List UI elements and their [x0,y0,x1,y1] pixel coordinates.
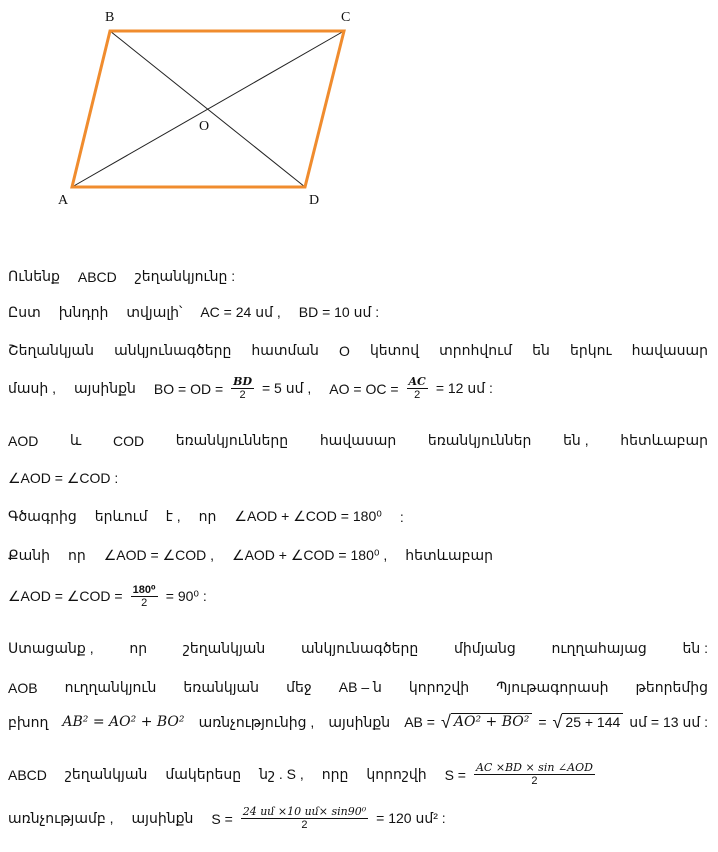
text-line-4 [8,376,708,401]
word: Ունենք [8,268,60,284]
denominator: 2 [301,819,308,832]
text-line-11 [8,679,708,696]
point-label-d: D [309,193,320,208]
radicand: AO² + BO² [451,713,532,731]
word: շեղանկյան [182,640,266,656]
expr-text: ∠AOD = ∠COD = [8,588,123,605]
word: ուղղահայաց [551,640,647,656]
word: AB – ն [338,679,382,695]
word: շեղանկյունը : [134,268,236,284]
word: անկյունագծերը [301,640,419,656]
word: այսինքն [131,810,194,827]
denominator: 2 [531,775,538,788]
expr-result: = 12 սմ : [435,380,493,397]
word: մասի , [8,380,57,397]
ao-oc-expression [329,376,493,401]
diagonal-bd [110,31,305,187]
numerator: BD [233,375,252,388]
sqrt-25-144 [553,713,624,731]
word: առնչությունից , [198,713,315,730]
text-line-3 [8,342,708,359]
word: թեորեմից [635,679,708,695]
word: հատման [251,342,319,358]
fraction-area [474,762,595,787]
word: հետևաբար [405,547,494,563]
expr-result: = 5 սմ , [261,380,312,397]
point-label-o: O [199,119,210,134]
numerator: 180⁰ [132,584,156,596]
word: եռանկյունները [175,432,289,448]
word: AOD [8,432,39,449]
expr-text: S = [211,810,233,827]
word: Քանի [8,547,50,563]
word: O [338,342,350,359]
word: են [532,342,550,358]
word: Շեղանկյան [8,342,95,358]
word: BD = 10 սմ : [298,304,380,320]
word: որ [67,547,86,563]
word: հավասար [631,342,708,358]
word: է , [165,508,181,524]
word: մակերեսը [165,766,242,783]
expr-text: AO = OC = [329,380,399,397]
word: կետով [369,342,420,358]
word: այսինքն [328,713,391,730]
word: : [399,508,404,525]
expr-text: BO = OD = [153,380,224,397]
word: բխող [8,713,49,730]
angle-sum: ∠AOD + ∠COD = 180⁰ , [232,547,388,563]
word: անկյունագծերը [114,342,232,358]
point-label-c: C [341,10,351,25]
text-line-5 [8,432,708,449]
area-computation [211,806,445,831]
sqrt-ao-bo [441,713,532,731]
word: COD [112,432,145,449]
numerator: 24 սմ ×10 սմ× sin90⁰ [242,805,367,818]
text-line-13 [8,762,708,787]
word: են : [682,640,708,656]
word: որը [321,766,349,783]
radicand: 25 + 144 [562,713,623,731]
area-formula [445,762,597,787]
fraction-area-values [241,806,368,831]
fraction-180-2 [131,584,158,609]
denominator: 2 [414,389,421,402]
expr-result: = 120 սմ² : [376,810,446,827]
word: եռանկյուններ [427,432,532,448]
angle-equality: ∠AOD = ∠COD , [103,547,215,563]
expr-text: AB = [404,714,435,730]
angle-result-expression [8,584,207,609]
text-line-6 [8,470,708,487]
text-line-7 [8,508,708,525]
word: երկու [569,342,612,358]
expr-result: = 90⁰ : [165,588,207,605]
word: ABCD [77,268,117,285]
text-line-12 [8,713,708,731]
angle-equality: ∠AOD = ∠COD : [8,470,119,486]
radical-icon: √ [552,712,563,732]
point-label-a: A [58,193,69,208]
word: ուղղանկյուն [64,679,157,695]
rhombus-figure [0,0,718,215]
word: եռանկյան [183,679,260,695]
word: նշ . S , [259,766,304,783]
word: միմյանց [453,640,516,656]
word: հավասար [319,432,397,448]
text-line-8 [8,547,708,564]
word: Պյութագորասի [496,679,609,695]
word: որ [198,508,217,524]
word: այսինքն [74,380,136,397]
expr-text: S = [444,766,466,783]
denominator: 2 [239,389,246,402]
word: Գծագրից [8,508,77,524]
word: կորոշվի [366,766,427,783]
word: Ստացանք , [8,640,94,656]
word: առնչությամբ , [8,810,114,827]
expr-eq: = [538,714,547,730]
word: AC = 24 սմ , [200,304,281,320]
word: շեղանկյան [64,766,148,783]
word: տրոհվում [439,342,513,358]
word: երևում [94,508,148,524]
word: հետևաբար [620,432,708,448]
word: Ըստ [8,304,41,320]
text-line-10 [8,640,708,657]
ab-computation [404,713,708,731]
angle-sum: ∠AOD + ∠COD = 180⁰ [234,508,382,524]
text-line-1 [8,268,708,285]
fraction-bd-2 [231,376,254,401]
expr-result: սմ = 13 սմ : [629,713,708,730]
text-line-14 [8,806,708,831]
pythagoras-formula: AB² = AO² + BO² [62,714,185,730]
text-line-9 [8,584,708,609]
bo-od-expression [154,376,311,401]
numerator: AC [408,375,426,388]
word: և [69,432,82,448]
word: ABCD [8,766,47,783]
word: խնդրի [58,304,109,320]
word: են , [563,432,589,448]
denominator: 2 [141,597,148,610]
numerator: AC ×BD × sin ∠AOD [475,761,593,774]
word: տվյալի՝ [126,304,183,320]
word: կորոշվի [408,679,470,695]
fraction-ac-2 [407,376,428,401]
word: որ [129,640,148,656]
radical-icon: √ [440,712,451,732]
word: մեջ [286,679,312,695]
word: AOB [8,679,38,696]
text-line-2 [8,304,708,321]
point-label-b: B [105,10,115,25]
